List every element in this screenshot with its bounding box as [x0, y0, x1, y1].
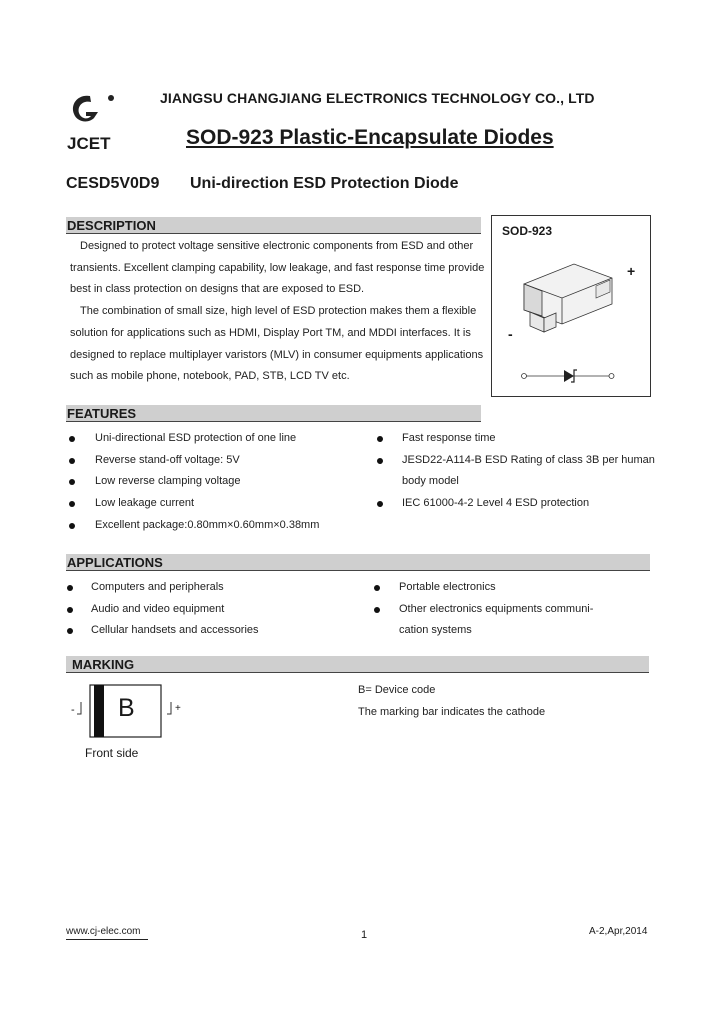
list-item — [373, 577, 663, 599]
feature-text: Excellent package:0.80mm×0.60mm×0.38mm — [95, 518, 320, 531]
bullet-icon — [69, 523, 75, 529]
device-code-note: B= Device code — [358, 684, 436, 696]
features-heading: FEATURES — [66, 405, 481, 422]
logo-text: JCET — [67, 134, 111, 153]
list-item — [66, 471, 366, 493]
marking-heading: MARKING — [66, 656, 649, 673]
bullet-icon — [374, 585, 380, 591]
feature-text: Reverse stand-off voltage: 5V — [95, 453, 240, 466]
bullet-icon — [67, 607, 73, 613]
diode-symbol-icon — [520, 366, 620, 386]
package-diagram-box — [491, 215, 651, 397]
list-item — [66, 428, 366, 450]
marking-minus-label: - — [71, 704, 75, 716]
sod923-package-icon — [516, 256, 626, 340]
feature-text: body model — [402, 475, 459, 488]
marking-plus-label: + — [175, 703, 181, 714]
feature-text: IEC 61000-4-2 Level 4 ESD protection — [402, 497, 590, 510]
list-item — [66, 515, 366, 537]
description-line: such as mobile phone, notebook, PAD, STB, LCD TV etc. — [70, 370, 350, 383]
description-text — [70, 236, 485, 388]
jcet-logo-icon — [64, 92, 120, 132]
feature-text: Low leakage current — [95, 497, 195, 510]
bullet-icon — [69, 458, 75, 464]
cathode-bar-note: The marking bar indicates the cathode — [358, 706, 546, 718]
list-item — [373, 599, 663, 621]
list-item — [66, 493, 366, 515]
description-line: Designed to protect voltage sensitive electronic components from ESD and other — [80, 240, 474, 252]
list-item — [66, 450, 366, 472]
list-item — [374, 428, 664, 450]
applications-left-list — [66, 577, 366, 642]
bullet-icon — [69, 436, 75, 442]
applications-right-list — [373, 577, 663, 642]
bullet-icon — [377, 501, 383, 507]
description-line: transients. Excellent clamping capability, low leakage, and fast response time provide — [70, 261, 485, 274]
description-line: The combination of small size, high level of ESD protection makes them a flexible — [80, 305, 477, 318]
bullet-icon — [377, 436, 383, 442]
company-logo — [64, 92, 120, 132]
device-code-letter: B — [118, 694, 135, 722]
application-text: Cellular handsets and accessories — [91, 624, 259, 637]
footer-underline — [66, 939, 148, 940]
company-name: JIANGSU CHANGJIANG ELECTRONICS TECHNOLOGY CO., LTD — [160, 90, 595, 106]
list-item — [374, 450, 664, 472]
cathode-minus-label: - — [508, 326, 513, 342]
document-title: SOD-923 Plastic-Encapsulate Diodes — [186, 126, 554, 149]
revision-date: A-2,Apr,2014 — [589, 926, 648, 937]
list-item — [66, 620, 366, 642]
bullet-icon — [69, 479, 75, 485]
application-text: Other electronics equipments communi- — [399, 602, 594, 615]
package-label: SOD-923 — [502, 224, 553, 238]
list-item — [66, 599, 366, 621]
applications-heading: APPLICATIONS — [66, 554, 650, 571]
bullet-icon — [69, 501, 75, 507]
application-text: Portable electronics — [399, 581, 496, 593]
description-line: best in class protection on designs that are exposed to ESD. — [70, 283, 365, 296]
list-item — [66, 577, 366, 599]
features-left-list — [66, 428, 366, 536]
list-item-continuation — [373, 620, 663, 642]
part-number: CESD5V0D9 — [66, 175, 160, 192]
marking-diagram — [66, 682, 196, 742]
application-text: Computers and peripherals — [91, 581, 224, 593]
list-item — [374, 493, 664, 515]
description-heading: DESCRIPTION — [66, 217, 481, 234]
features-right-list — [374, 428, 664, 515]
page-number: 1 — [361, 929, 368, 941]
list-item-continuation — [374, 471, 664, 493]
bullet-icon — [67, 585, 73, 591]
anode-plus-label: + — [627, 263, 636, 279]
application-text: cation systems — [399, 624, 472, 637]
feature-text: JESD22-A114-B ESD Rating of class 3B per human — [402, 453, 655, 466]
application-text: Audio and video equipment — [91, 602, 225, 615]
feature-text: Uni-directional ESD protection of one line — [95, 432, 297, 444]
feature-text: Low reverse clamping voltage — [95, 475, 241, 488]
description-line: designed to replace multiplayer varistors (MLV) in consumer equipments applications — [70, 348, 484, 361]
part-title: Uni-direction ESD Protection Diode — [190, 175, 459, 192]
bullet-icon — [377, 458, 383, 464]
footer-url[interactable]: www.cj-elec.com — [66, 926, 141, 937]
feature-text: Fast response time — [402, 432, 496, 444]
description-line: solution for applications such as HDMI, Display Port TM, and MDDI interfaces. It is — [70, 326, 471, 339]
front-side-label: Front side — [85, 746, 139, 760]
bullet-icon — [374, 607, 380, 613]
bullet-icon — [67, 628, 73, 634]
